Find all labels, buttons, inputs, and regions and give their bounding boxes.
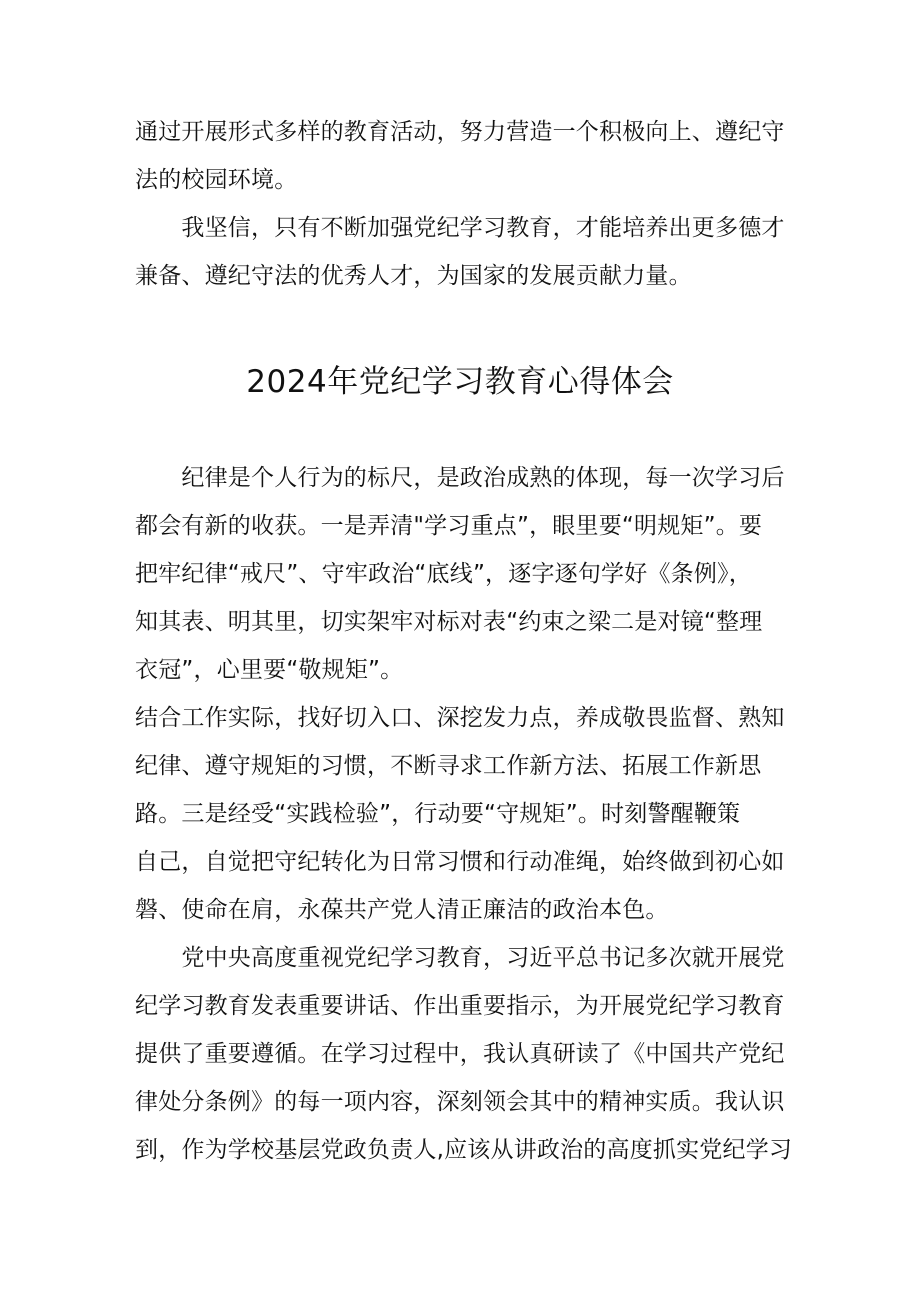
text-line: 磐、使命在肩，永葆共产党人清正廉洁的政治本色。 bbox=[135, 897, 669, 923]
text-line: 纪学习教育发表重要讲话、作出重要指示，为开展党纪学习教育 bbox=[135, 993, 785, 1019]
text-line: 提供了重要遵循。在学习过程中，我认真研读了《中国共产党纪 bbox=[135, 1041, 785, 1067]
text-line: 法的校园环境。 bbox=[135, 167, 298, 193]
text-line: 通过开展形式多样的教育活动，努力营造一个积极向上、遵纪守 bbox=[135, 119, 785, 145]
text-line: 律处分条例》的每一项内容，深刻领会其中的精神实质。我认识 bbox=[135, 1089, 785, 1115]
text-line: 兼备、遵纪守法的优秀人才，为国家的发展贡献力量。 bbox=[135, 263, 692, 289]
text-line: 纪律、遵守规矩的习惯，不断寻求工作新方法、拓展工作新思 bbox=[135, 753, 762, 779]
text-line: 都会有新的收获。一是弄清"学习重点”，眼里要“明规矩”。要 bbox=[135, 513, 763, 539]
text-line: 把牢纪律“戒尺”、守牢政治“底线”，逐字逐句学好《条例》， bbox=[135, 561, 752, 587]
text-line: 党中央高度重视党纪学习教育，习近平总书记多次就开展党 bbox=[135, 945, 785, 971]
text-line: 知其表、明其里，切实架牢对标对表“约束之梁二是对镜“整理 bbox=[135, 609, 763, 635]
text-line: 衣冠”，心里要“敬规矩”。 bbox=[135, 657, 404, 683]
text-line: 结合工作实际，找好切入口、深挖发力点，养成敬畏监督、熟知 bbox=[135, 705, 785, 731]
text-line: 路。三是经受“实践检验”，行动要“守规矩”。时刻警醒鞭策 bbox=[135, 801, 741, 827]
document-title: 2024年党纪学习教育心得体会 bbox=[246, 364, 674, 400]
text-line: 自己，自觉把守纪转化为日常习惯和行动准绳，始终做到初心如 bbox=[135, 849, 785, 875]
text-line: 我坚信，只有不断加强党纪学习教育，才能培养出更多德才 bbox=[135, 215, 785, 241]
text-line: 纪律是个人行为的标尺，是政治成熟的体现，每一次学习后 bbox=[135, 465, 785, 491]
text-line: 到，作为学校基层党政负责人,应该从讲政治的高度抓实党纪学习 bbox=[135, 1137, 793, 1163]
